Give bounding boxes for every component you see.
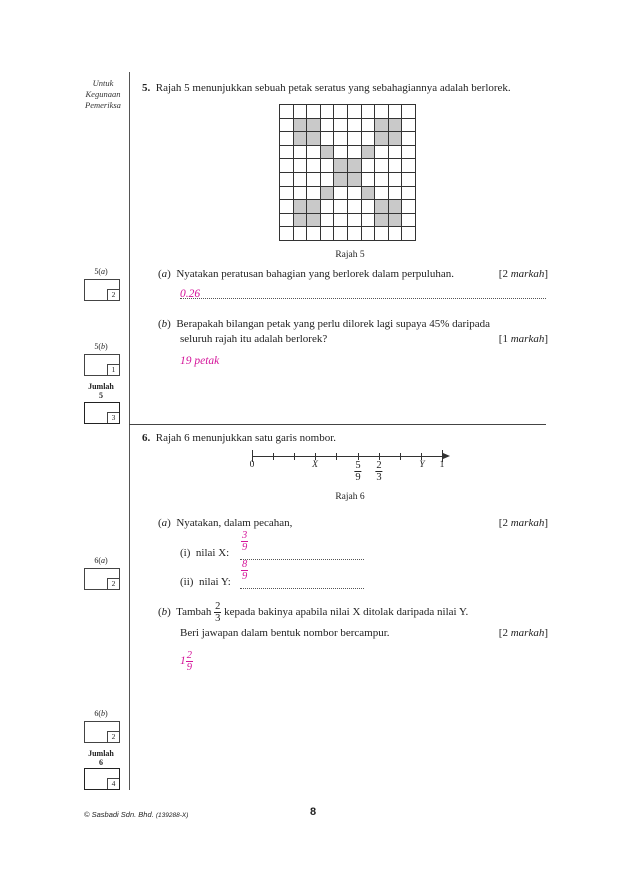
- grid-cell: [334, 105, 348, 119]
- label-one: 1: [439, 460, 445, 470]
- grid-cell: [361, 132, 375, 146]
- q5b-answer[interactable]: 19 petak: [180, 355, 220, 367]
- q6a-text: (a) Nyatakan, dalam pecahan, [2 markah]: [158, 517, 548, 529]
- grid-cell-shaded: [293, 118, 307, 132]
- number-line: [240, 448, 460, 488]
- grid-cell: [320, 132, 334, 146]
- grid-cell-shaded: [320, 145, 334, 159]
- q6b-text: (b) Tambah $\frac{2}{3}$ kepada bakinya apabila nilai X ditolak daripada nilai Y. Beri jawapan dalam bentuk nombor bercampur. [2 markah]: [158, 601, 548, 639]
- q5a-answer-line[interactable]: [180, 284, 546, 299]
- grid-cell-shaded: [388, 213, 402, 227]
- grid-cell-shaded: [375, 213, 389, 227]
- q6a-ii-answer: $\frac{8}{9}$: [242, 559, 248, 582]
- grid-cell: [361, 200, 375, 214]
- grid-cell: [334, 200, 348, 214]
- grid-cell: [388, 186, 402, 200]
- number-line-tick: [379, 453, 380, 460]
- grid-cell-shaded: [307, 132, 321, 146]
- grid-cell: [347, 213, 361, 227]
- markbox-label-6a: 6(a): [94, 556, 108, 565]
- grid-cell: [280, 213, 294, 227]
- grid-cell: [347, 118, 361, 132]
- grid-cell-shaded: [375, 118, 389, 132]
- grid-cell: [280, 159, 294, 173]
- grid-cell: [293, 186, 307, 200]
- grid-cell: [307, 227, 321, 241]
- grid-cell-shaded: [361, 145, 375, 159]
- grid-cell: [361, 227, 375, 241]
- number-line-tick: [336, 453, 337, 460]
- grid-cell: [375, 186, 389, 200]
- total-label-5: Jumlah 5: [88, 382, 114, 400]
- grid-cell-shaded: [334, 159, 348, 173]
- grid-cell: [402, 200, 416, 214]
- q6a-ii: (ii) nilai Y:: [180, 576, 231, 588]
- figure-6-caption: Rajah 6: [335, 492, 365, 502]
- grid-cell: [307, 105, 321, 119]
- grid-cell-shaded: [307, 213, 321, 227]
- grid-cell-shaded: [307, 200, 321, 214]
- q5a-answer: 0.26: [180, 288, 201, 300]
- page-number: 8: [310, 806, 317, 818]
- grid-cell: [347, 145, 361, 159]
- grid-cell: [375, 145, 389, 159]
- grid-cell-shaded: [293, 200, 307, 214]
- grid-cell: [280, 145, 294, 159]
- q6a-ii-answer-line[interactable]: [240, 576, 364, 589]
- grid-cell: [334, 118, 348, 132]
- number-line-tick: [273, 453, 274, 460]
- number-line-tick: [358, 453, 359, 460]
- grid-cell: [361, 213, 375, 227]
- label-zero: 0: [249, 460, 255, 470]
- markbox-total-5: 3: [84, 402, 120, 424]
- grid-cell-shaded: [361, 186, 375, 200]
- grid-cell: [293, 159, 307, 173]
- grid-cell: [307, 145, 321, 159]
- grid-cell: [347, 200, 361, 214]
- grid-cell: [280, 132, 294, 146]
- markbox-6b: 2: [84, 721, 120, 743]
- question-divider: [129, 424, 546, 425]
- grid-cell: [307, 159, 321, 173]
- publisher-footer: © Sasbadi Sdn. Bhd. (139288-X): [84, 810, 189, 819]
- grid-cell: [402, 227, 416, 241]
- grid-cell: [320, 213, 334, 227]
- grid-cell: [402, 172, 416, 186]
- grid-cell-shaded: [334, 172, 348, 186]
- grid-cell: [307, 172, 321, 186]
- grid-cell-shaded: [293, 132, 307, 146]
- grid-cell: [293, 227, 307, 241]
- grid-cell-shaded: [320, 186, 334, 200]
- label-two-thirds: $\frac{2}{3}$: [376, 460, 382, 483]
- grid-cell: [361, 172, 375, 186]
- grid-cell: [375, 227, 389, 241]
- grid-cell-shaded: [375, 200, 389, 214]
- q5b-text: (b) Berapakah bilangan petak yang perlu dilorek lagi supaya 45% daripada seluruh rajah itu adalah berlorek? [1 markah]: [158, 318, 548, 345]
- grid-cell: [334, 145, 348, 159]
- grid-cell: [334, 227, 348, 241]
- grid-cell: [280, 227, 294, 241]
- grid-cell: [347, 227, 361, 241]
- q6a-i-answer-line[interactable]: [240, 547, 364, 560]
- grid-cell: [388, 172, 402, 186]
- markbox-5b: 1: [84, 354, 120, 376]
- grid-cell: [320, 227, 334, 241]
- grid-cell: [320, 200, 334, 214]
- grid-cell: [280, 105, 294, 119]
- q6-stem: 6. Rajah 6 menunjukkan satu garis nombor.: [142, 432, 336, 444]
- markbox-label-6b: 6(b): [94, 709, 108, 718]
- markbox-label-5a: 5(a): [94, 267, 108, 276]
- grid-cell: [280, 186, 294, 200]
- markbox-total-6: 4: [84, 768, 120, 790]
- grid-cell: [361, 118, 375, 132]
- grid-cell: [347, 186, 361, 200]
- grid-cell-shaded: [375, 132, 389, 146]
- grid-cell: [402, 132, 416, 146]
- grid-cell: [307, 186, 321, 200]
- grid-cell: [402, 213, 416, 227]
- grid-cell: [334, 186, 348, 200]
- grid-cell: [293, 145, 307, 159]
- grid-cell: [388, 145, 402, 159]
- grid-cell: [347, 132, 361, 146]
- grid-cell: [334, 132, 348, 146]
- label-x: X: [312, 460, 318, 470]
- grid-cell: [347, 105, 361, 119]
- grid-cell-shaded: [347, 159, 361, 173]
- number-line-axis: [252, 456, 448, 457]
- grid-cell: [388, 159, 402, 173]
- q5-stem: 5. Rajah 5 menunjukkan sebuah petak seratus yang sebahagiannya adalah berlorek.: [142, 82, 511, 94]
- markbox-label-5b: 5(b): [94, 342, 108, 351]
- grid-cell: [402, 105, 416, 119]
- grid-cell: [334, 213, 348, 227]
- grid-cell: [280, 118, 294, 132]
- grid-cell-shaded: [347, 172, 361, 186]
- total-label-6: Jumlah 6: [88, 749, 114, 767]
- grid-cell: [320, 118, 334, 132]
- grid-cell: [375, 159, 389, 173]
- grid-cell-shaded: [388, 118, 402, 132]
- number-line-tick: [421, 453, 422, 460]
- figure-5-caption: Rajah 5: [335, 250, 365, 260]
- grid-cell: [375, 105, 389, 119]
- number-line-arrow-icon: [443, 453, 450, 459]
- markbox-6a: 2: [84, 568, 120, 590]
- grid-cell: [402, 118, 416, 132]
- examiner-use-heading: Untuk Kegunaan Pemeriksa: [85, 78, 121, 110]
- q6b-answer[interactable]: 1 $\frac{2}{9}$: [180, 650, 192, 673]
- label-y: Y: [419, 460, 425, 470]
- grid-cell: [402, 145, 416, 159]
- grid-cell: [320, 105, 334, 119]
- grid-cell: [388, 105, 402, 119]
- number-line-tick: [294, 453, 295, 460]
- hundred-square-grid: [279, 104, 416, 241]
- margin-divider: [129, 72, 130, 790]
- grid-cell: [320, 159, 334, 173]
- grid-cell-shaded: [388, 132, 402, 146]
- grid-cell: [293, 105, 307, 119]
- grid-cell: [293, 172, 307, 186]
- q6a-i-answer: $\frac{3}{9}$: [242, 530, 248, 553]
- number-line-tick: [400, 453, 401, 460]
- number-line-tick: [315, 453, 316, 460]
- grid-cell: [388, 227, 402, 241]
- grid-cell: [361, 105, 375, 119]
- grid-cell: [375, 172, 389, 186]
- grid-cell-shaded: [293, 213, 307, 227]
- grid-cell: [280, 172, 294, 186]
- q6a-i: (i) nilai X:: [180, 547, 230, 559]
- grid-cell: [402, 159, 416, 173]
- q5a-text: (a) Nyatakan peratusan bahagian yang berlorek dalam perpuluhan. [2 markah]: [158, 268, 548, 280]
- grid-cell: [361, 159, 375, 173]
- label-five-ninths: $\frac{5}{9}$: [355, 460, 361, 483]
- grid-cell: [320, 172, 334, 186]
- markbox-5a: 2: [84, 279, 120, 301]
- grid-cell-shaded: [307, 118, 321, 132]
- grid-cell-shaded: [388, 200, 402, 214]
- grid-cell: [402, 186, 416, 200]
- grid-cell: [280, 200, 294, 214]
